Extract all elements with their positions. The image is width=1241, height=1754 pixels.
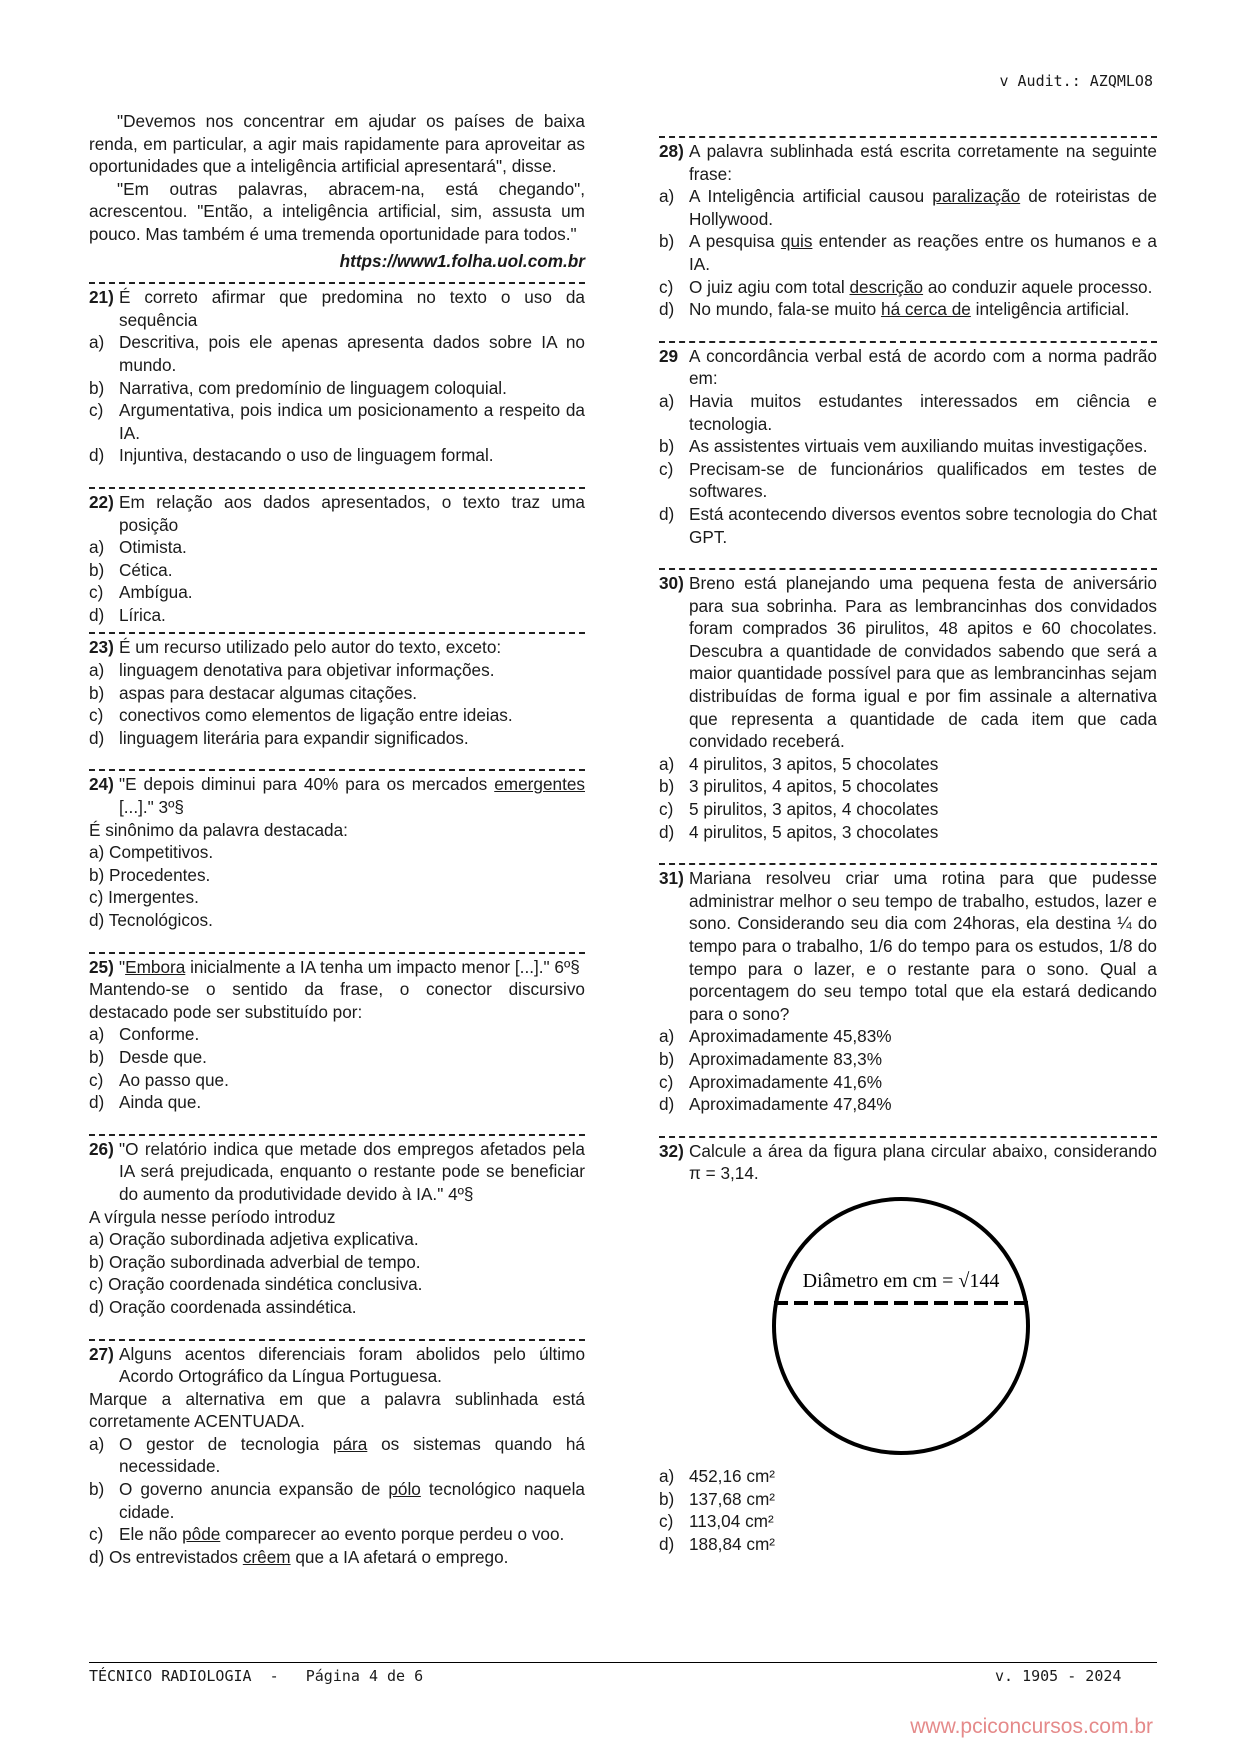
option-a[interactable]: a) Oração subordinada adjetiva explicativa. [89, 1229, 419, 1250]
question-number: 31) [659, 868, 684, 889]
question-number: 24) [89, 774, 114, 795]
question-number: 32) [659, 1140, 684, 1161]
question-32 [659, 1136, 1157, 1556]
option-d[interactable]: d) Injuntiva, destacando o uso de linguagem formal. [89, 445, 494, 466]
question-stem: A palavra sublinhada está escrita corretamente na seguinte frase: [689, 141, 1157, 184]
option-a[interactable]: a) Conforme. [89, 1024, 200, 1045]
intro-paragraph-1: "Devemos nos concentrar em ajudar os países de baixa renda, em particular, a agir mais rapidamente para aproveitar as oportunidades que a inteligência artificial apresentará", disse. [89, 111, 585, 177]
option-d[interactable]: d) Lírica. [89, 604, 166, 625]
option-b[interactable]: b) O governo anuncia expansão de pólo tecnológico naquela cidade. [89, 1479, 585, 1522]
option-b[interactable]: b) Aproximadamente 83,3% [659, 1048, 882, 1069]
footer-page-info: TÉCNICO RADIOLOGIA - Página 4 de 6 [89, 1667, 424, 1685]
option-c[interactable]: c) Precisam-se de funcionários qualificados em testes de softwares. [659, 458, 1157, 502]
question-29 [659, 341, 1157, 548]
question-number: 27) [89, 1343, 114, 1364]
option-b[interactable]: b) Procedentes. [89, 864, 211, 885]
option-c[interactable]: c) Ele não pôde comparecer ao evento porque perdeu o voo. [89, 1524, 565, 1545]
option-a[interactable]: a) Descritiva, pois ele apenas apresenta dados sobre IA no mundo. [89, 332, 585, 375]
option-c[interactable]: c) Aproximadamente 41,6% [659, 1071, 882, 1092]
option-a[interactable]: a) 4 pirulitos, 3 apitos, 5 chocolates [659, 753, 939, 774]
option-a[interactable]: a) linguagem denotativa para objetivar informações. [89, 660, 495, 681]
question-22 [89, 487, 585, 627]
option-b[interactable]: b) Cética. [89, 559, 173, 580]
question-prompt: É sinônimo da palavra destacada: [89, 819, 348, 840]
question-number: 22) [89, 491, 114, 512]
option-c[interactable]: c) Imergentes. [89, 887, 199, 908]
option-c[interactable]: c) Oração coordenada sindética conclusiva. [89, 1274, 423, 1295]
question-number: 26) [89, 1138, 114, 1159]
question-27 [89, 1339, 585, 1569]
question-25: 25) "Embora inicialmente a IA tenha um impacto menor [...]." 6º§ Mantendo-se o sentido da frase, o conector discursivo destacado pode ser substituído por: a) Conforme. b) Desde que. c) Ao passo que. d) Ainda que. [89, 952, 585, 1114]
option-d[interactable]: d) No mundo, fala-se muito há cerca de inteligência artificial. [659, 299, 1130, 320]
question-24: 24) "E depois diminui para 40% para os mercados emergentes [...]." 3º§ É sinônimo da palavra destacada: a) Competitivos. b) Procedentes. c) Imergentes. d) Tecnológicos. [89, 769, 585, 931]
question-number: 21) [89, 287, 114, 308]
question-number: 29 [659, 345, 679, 366]
option-b[interactable]: b) aspas para destacar algumas citações. [89, 682, 418, 703]
option-d[interactable]: d) Oração coordenada assindética. [89, 1296, 357, 1317]
option-c[interactable]: c) Ambígua. [89, 582, 193, 603]
highlighted-word: Embora [125, 956, 186, 977]
option-d[interactable]: d) Está acontecendo diversos eventos sobre tecnologia do Chat GPT. [659, 503, 1157, 547]
option-d[interactable]: d) linguagem literária para expandir significados. [89, 727, 469, 748]
option-b[interactable]: b) 137,68 cm² [659, 1488, 775, 1509]
option-d[interactable]: d) Tecnológicos. [89, 910, 213, 930]
option-a[interactable]: a) 452,16 cm² [659, 1465, 775, 1486]
question-stem: Calcule a área da figura plana circular abaixo, considerando π = 3,14. [689, 1140, 1157, 1184]
circle-figure [659, 1195, 1157, 1465]
question-prompt: Mantendo-se o sentido da frase, o conector discursivo destacado pode ser substituído por: [89, 979, 585, 1022]
highlighted-word: emergentes [494, 774, 585, 795]
right-column [659, 110, 1157, 1555]
option-b[interactable]: b) 3 pirulitos, 4 apitos, 5 chocolates [659, 776, 939, 797]
question-stem: A concordância verbal está de acordo com a norma padrão em: [689, 345, 1157, 389]
option-a[interactable]: a) Havia muitos estudantes interessados em ciência e tecnologia. [659, 390, 1157, 434]
question-31 [659, 863, 1157, 1116]
question-21 [89, 282, 585, 467]
option-d[interactable]: d) 4 pirulitos, 5 apitos, 3 chocolates [659, 821, 939, 842]
circle-diagram [771, 1195, 1031, 1457]
option-b[interactable]: b) Desde que. [89, 1046, 207, 1067]
question-26 [89, 1134, 585, 1319]
option-d[interactable]: d) 188,84 cm² [659, 1533, 775, 1554]
question-stem: Breno está planejando uma pequena festa de aniversário para sua sobrinha. Para as lembrancinhas dos convidados foram comprados 36 pirulitos, 48 apitos e 60 chocolates. Descubra a quantidade de convidados sabendo que será a maior quantidade possível para que as lembrancinhas sejam distribuídas de forma igual e por fim assinale a alternativa que representa a quantidade de cada item que cada convidado receberá. [689, 573, 1157, 752]
site-watermark: www.pciconcursos.com.br [910, 1715, 1153, 1738]
question-23 [89, 632, 585, 749]
question-stem: É um recurso utilizado pelo autor do texto, exceto: [119, 637, 502, 658]
option-b[interactable]: b) Oração subordinada adverbial de tempo. [89, 1251, 421, 1272]
option-b[interactable]: b) Narrativa, com predomínio de linguagem coloquial. [89, 377, 507, 398]
option-b[interactable]: b) A pesquisa quis entender as reações entre os humanos e a IA. [659, 231, 1157, 274]
option-a[interactable]: a) Otimista. [89, 537, 187, 558]
question-stem: É correto afirmar que predomina no texto o uso da sequência [119, 287, 585, 330]
option-c[interactable]: c) O juiz agiu com total descrição ao conduzir aquele processo. [659, 276, 1153, 297]
footer-divider [89, 1662, 1157, 1663]
option-b[interactable]: b) As assistentes virtuais vem auxiliando muitas investigações. [659, 436, 1148, 457]
question-number: 23) [89, 637, 114, 658]
question-number: 28) [659, 141, 684, 161]
diameter-label: Diâmetro em cm = √144 [802, 1269, 1000, 1292]
question-prompt: Marque a alternativa em que a palavra sublinhada está corretamente ACENTUADA. [89, 1388, 585, 1432]
option-a[interactable]: a) Aproximadamente 45,83% [659, 1026, 892, 1047]
question-prompt: A vírgula nesse período introduz [89, 1206, 336, 1227]
option-c[interactable]: c) conectivos como elementos de ligação entre ideias. [89, 705, 513, 726]
question-28 [659, 136, 1157, 321]
option-a[interactable]: a) A Inteligência artificial causou paralização de roteiristas de Hollywood. [659, 186, 1157, 229]
left-column [89, 110, 585, 1568]
option-d[interactable]: d) Aproximadamente 47,84% [659, 1094, 892, 1115]
question-stem: Mariana resolveu criar uma rotina para que pudesse administrar melhor o seu tempo de trabalho, estudos, lazer e sono. Considerando seu dia com 24horas, ela destina ¼ do tempo para o trabalho, 1/6 do tempo para os estudos, 1/8 do tempo para o lazer, e o restante para o sono. Qual a porcentagem do seu tempo total que ela estará dedicando para o sono? [689, 868, 1157, 1024]
question-stem: Alguns acentos diferenciais foram abolidos pelo último Acordo Ortográfico da Língua Portuguesa. [119, 1343, 585, 1387]
question-number: 30) [659, 573, 684, 594]
option-c[interactable]: c) Ao passo que. [89, 1069, 229, 1090]
question-stem: "O relatório indica que metade dos empregos afetados pela IA será prejudicada, enquanto o restante pode se beneficiar do aumento da produtividade devido à IA." 4º§ [119, 1138, 585, 1204]
option-a[interactable]: a) Competitivos. [89, 842, 214, 863]
option-d[interactable]: d) Ainda que. [89, 1092, 202, 1113]
option-c[interactable]: c) 5 pirulitos, 3 apitos, 4 chocolates [659, 799, 939, 820]
option-c[interactable]: c) Argumentativa, pois indica um posicionamento a respeito da IA. [89, 400, 585, 443]
question-number: 25) [89, 956, 114, 977]
option-a[interactable]: a) O gestor de tecnologia pára os sistemas quando há necessidade. [89, 1433, 585, 1477]
source-link[interactable]: https://www1.folha.uol.com.br [339, 250, 585, 271]
footer-version: v. 1905 - 2024 [995, 1667, 1122, 1685]
question-30 [659, 568, 1157, 843]
option-c[interactable]: c) 113,04 cm² [659, 1511, 774, 1532]
question-stem: Em relação aos dados apresentados, o texto traz uma posição [119, 491, 585, 535]
option-d[interactable]: d) Os entrevistados crêem que a IA afetará o emprego. [89, 1546, 509, 1567]
circle-outline [774, 1199, 1028, 1453]
audit-code: v Audit.: AZQMLO8 [999, 72, 1153, 90]
intro-paragraph-2: "Em outras palavras, abracem-na, está chegando", acrescentou. "Então, a inteligência artificial, sim, assusta um pouco. Mas também é uma tremenda oportunidade para todos." [89, 178, 585, 244]
